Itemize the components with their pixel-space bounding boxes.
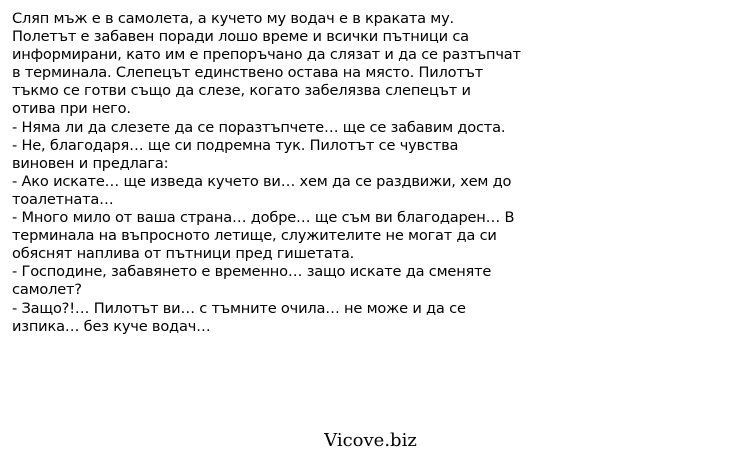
text-line: обяснят наплива от пътници пред гишетата. [12, 245, 355, 263]
text-line: Сляп мъж е в самолета, а кучето му водач е в краката му. [12, 10, 454, 27]
text-line: - Не, благодаря… ще си подремна тук. Пилотът се чувства [12, 136, 459, 154]
text-line: тоалетната… [12, 190, 114, 208]
text-line: терминала на въпросното летище, служителите не могат да си [12, 227, 497, 245]
text-line: изпика… без куче водач… [12, 317, 211, 335]
text-line: - Много мило от ваша страна… добре… ще съм ви благодарен… В [12, 209, 515, 227]
text-line: - Ако искате… ще изведа кучето ви… хем да се раздвижи, хем до [12, 172, 512, 190]
text-line: - Защо?!… Пилотът ви… с тъмните очила… не може и да се [12, 299, 466, 317]
text-line: в терминала. Слепецът единствено остава на място. Пилотът [12, 64, 484, 82]
site-watermark: Vicove.biz [324, 430, 417, 451]
joke-text [12, 10, 592, 336]
text-line: - Няма ли да слезете да се поразтъпчете… ще се забавим доста. [12, 118, 506, 136]
text-line: Полетът е забавен поради лошо време и всички пътници са [12, 28, 469, 46]
text-line: самолет? [12, 281, 82, 299]
text-line: тъкмо се готви също да слезе, когато забелязва слепецът и [12, 82, 471, 100]
text-line: отива при него. [12, 100, 131, 118]
text-line: виновен и предлага: [12, 154, 169, 172]
text-line: - Господине, забавянето е временно… защо искате да сменяте [12, 263, 492, 281]
text-line: информирани, като им е препоръчано да слязат и да се разтъпчат [12, 46, 521, 64]
